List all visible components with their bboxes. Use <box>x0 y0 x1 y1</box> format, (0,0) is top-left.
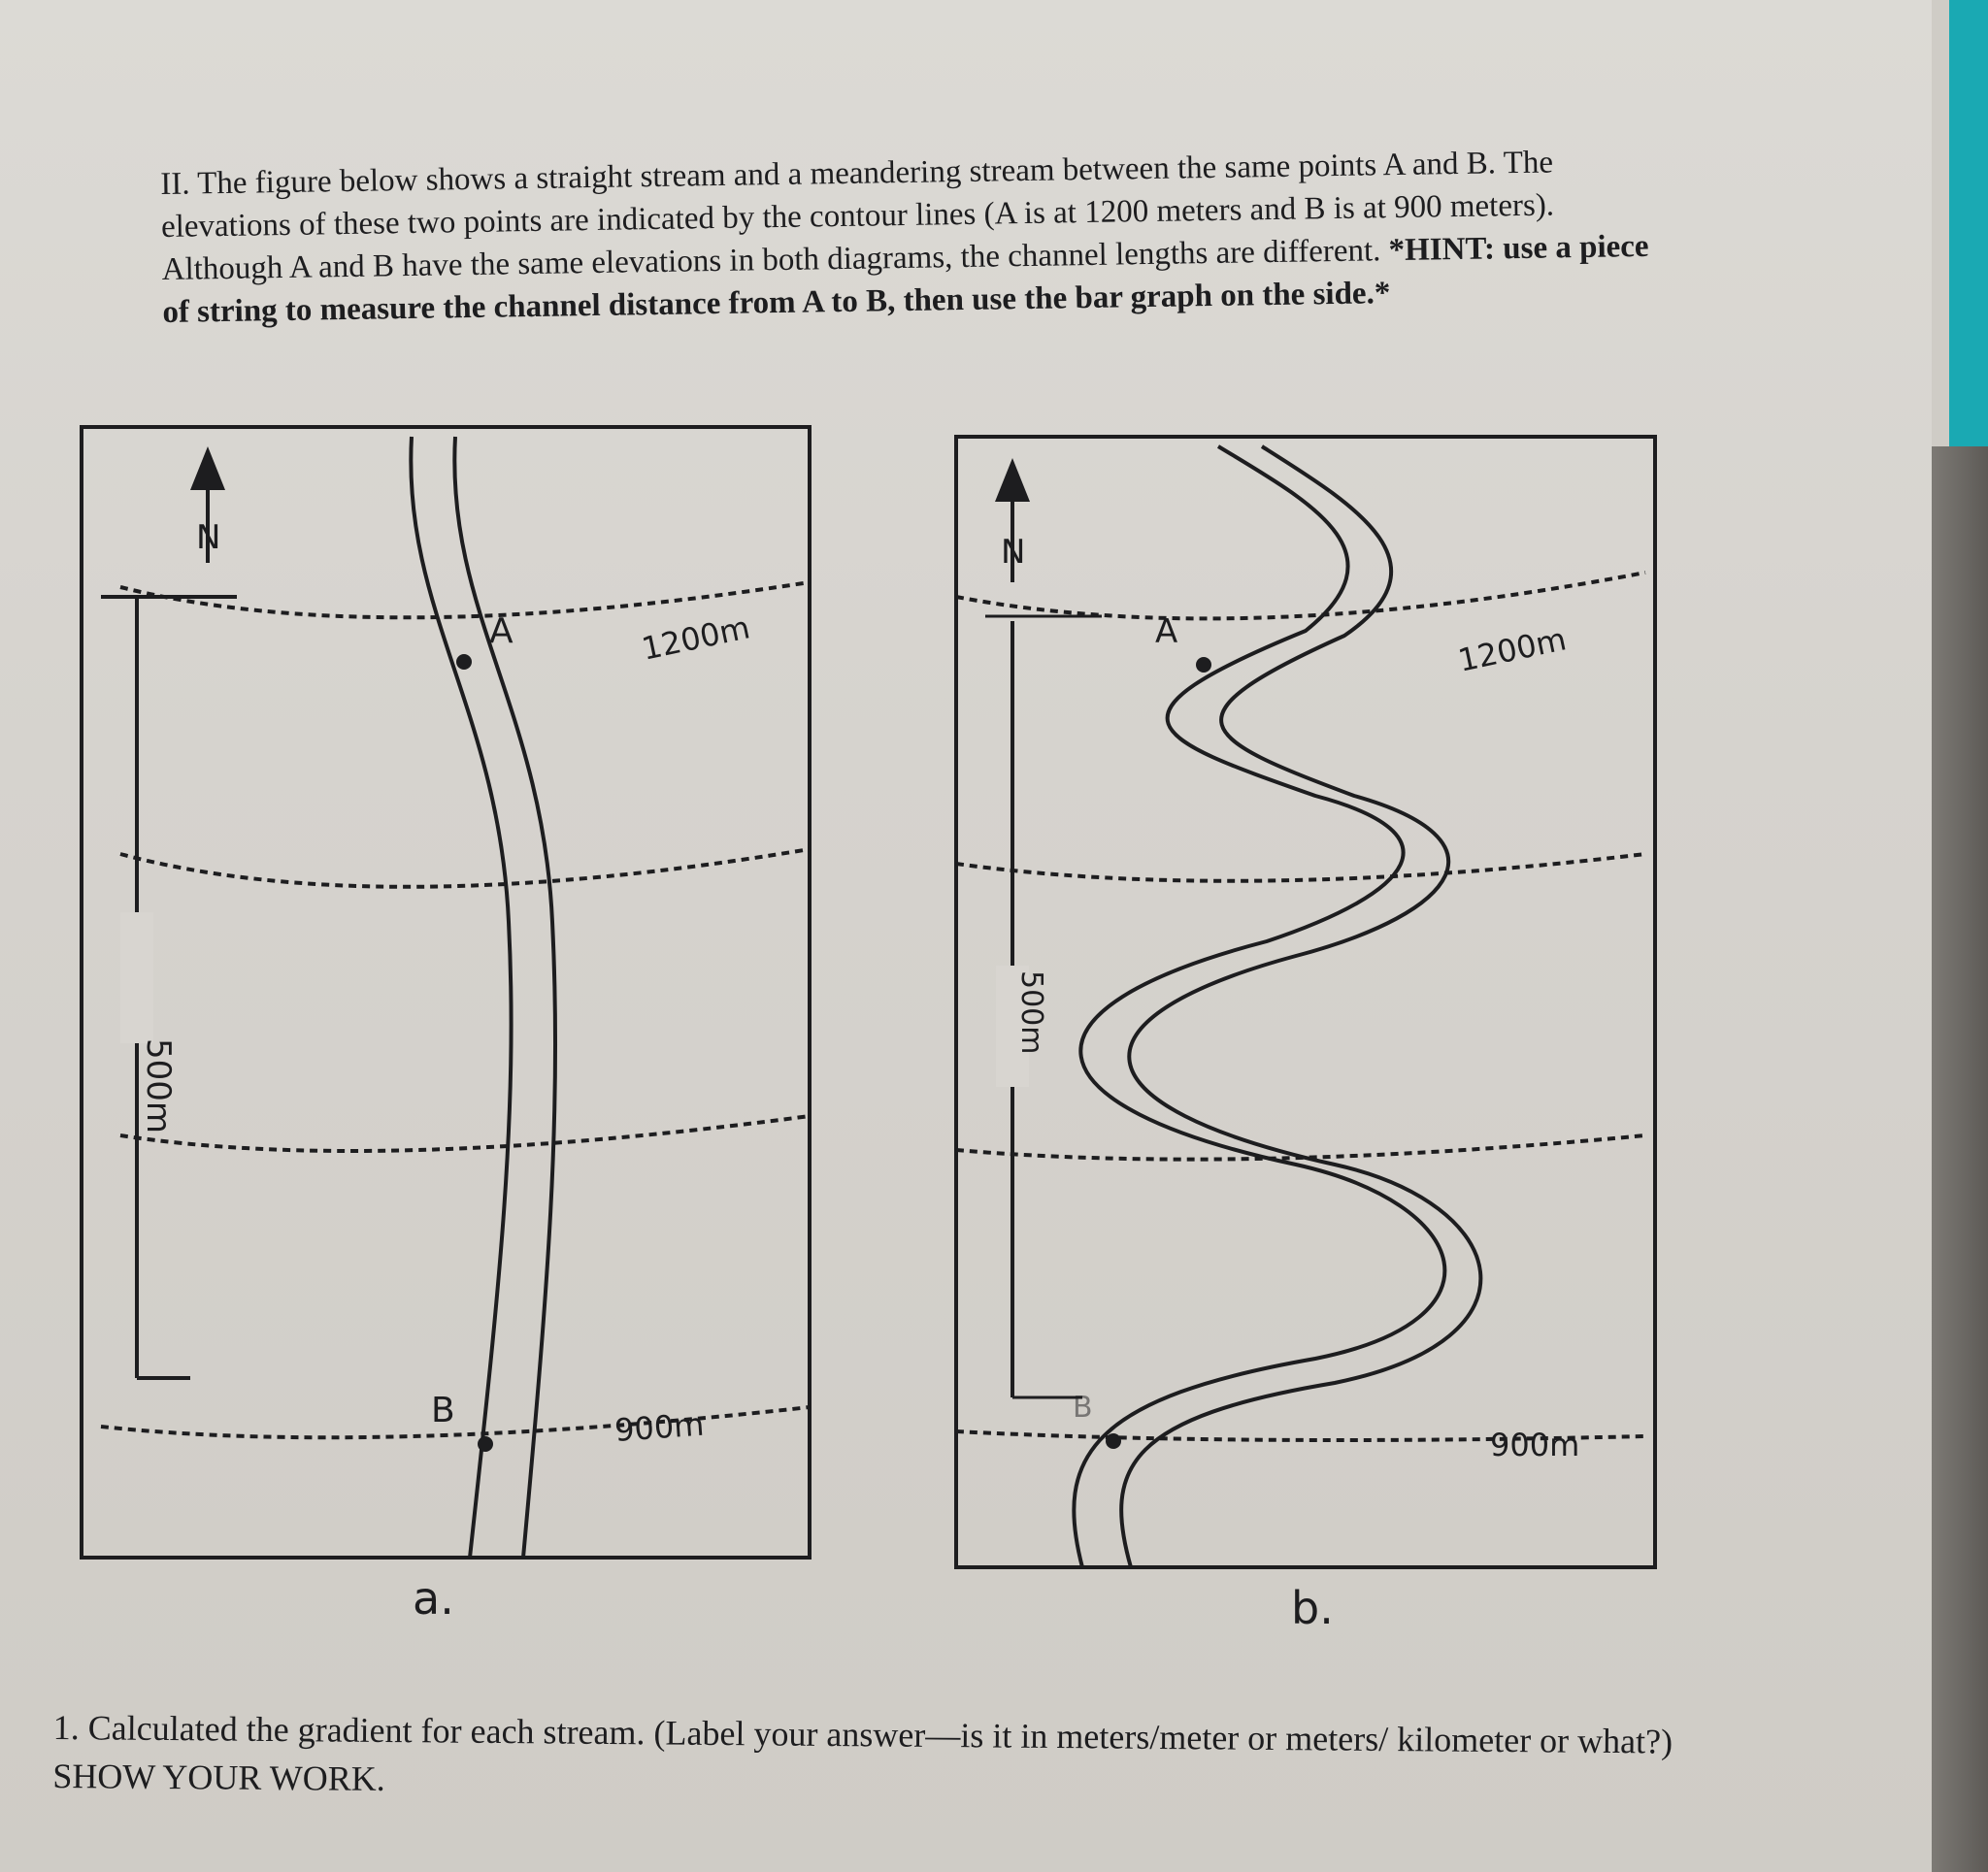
contour-1200-label: 1200m <box>638 608 753 668</box>
north-arrow-icon-b <box>995 458 1030 502</box>
background-edge <box>1932 446 1988 1872</box>
contour-1200-a <box>120 582 810 617</box>
scale-bar-label-bg <box>120 912 153 1043</box>
contour-1200-b <box>956 573 1645 618</box>
contour-mid-upper-b <box>956 854 1645 881</box>
point-b-label-b: B <box>1073 1391 1093 1425</box>
point-b-marker <box>478 1436 493 1452</box>
point-a-marker-b <box>1196 657 1211 673</box>
scale-bar-label: 500m <box>139 1038 178 1134</box>
question-text <box>160 139 1677 333</box>
question-hint: *HINT: use a piece of string to measure the channel distance from A to B, then use the bar graph on the side.* <box>162 228 1649 330</box>
task-question: 1. Calculated the gradient for each stream. (Label your answer—is it in meters/meter or meters/ kilometer or what?) SHOW YOUR WORK. <box>52 1707 1673 1798</box>
north-arrow-icon <box>190 446 225 490</box>
north-label-b: N <box>1001 533 1026 572</box>
contour-900-label-b: 900m <box>1490 1427 1580 1463</box>
stream-bank-left-a <box>411 437 511 1558</box>
north-label: N <box>196 518 221 557</box>
point-b-marker-b <box>1106 1433 1121 1449</box>
contour-900-label: 900m <box>613 1405 706 1449</box>
point-b-label: B <box>431 1391 455 1430</box>
contour-mid-upper-a <box>120 849 810 887</box>
point-a-label-b: A <box>1155 612 1178 651</box>
question-prefix: II. The figure below shows a straight stream and a meandering stream between the same points A and B. The elevations of these two points are indicated by the contour lines (A is at 1200 meters and B is at 900 meters). Although A and B have the same elevations in both diagrams, the channel lengths are different. <box>160 145 1555 287</box>
contour-1200-label-b: 1200m <box>1454 620 1570 679</box>
diagram-a-straight-stream <box>82 417 819 1562</box>
diagram-b-meandering-stream <box>946 427 1665 1572</box>
binder-edge <box>1949 0 1988 446</box>
stream-bank-right-a <box>454 437 555 1558</box>
point-a-marker <box>456 654 472 670</box>
scale-bar-label-b: 500m <box>1014 970 1048 1055</box>
contour-mid-lower-a <box>120 1116 810 1151</box>
diagram-a-label: a. <box>413 1572 454 1625</box>
point-a-label: A <box>489 611 514 651</box>
diagram-b-label: b. <box>1291 1582 1334 1634</box>
